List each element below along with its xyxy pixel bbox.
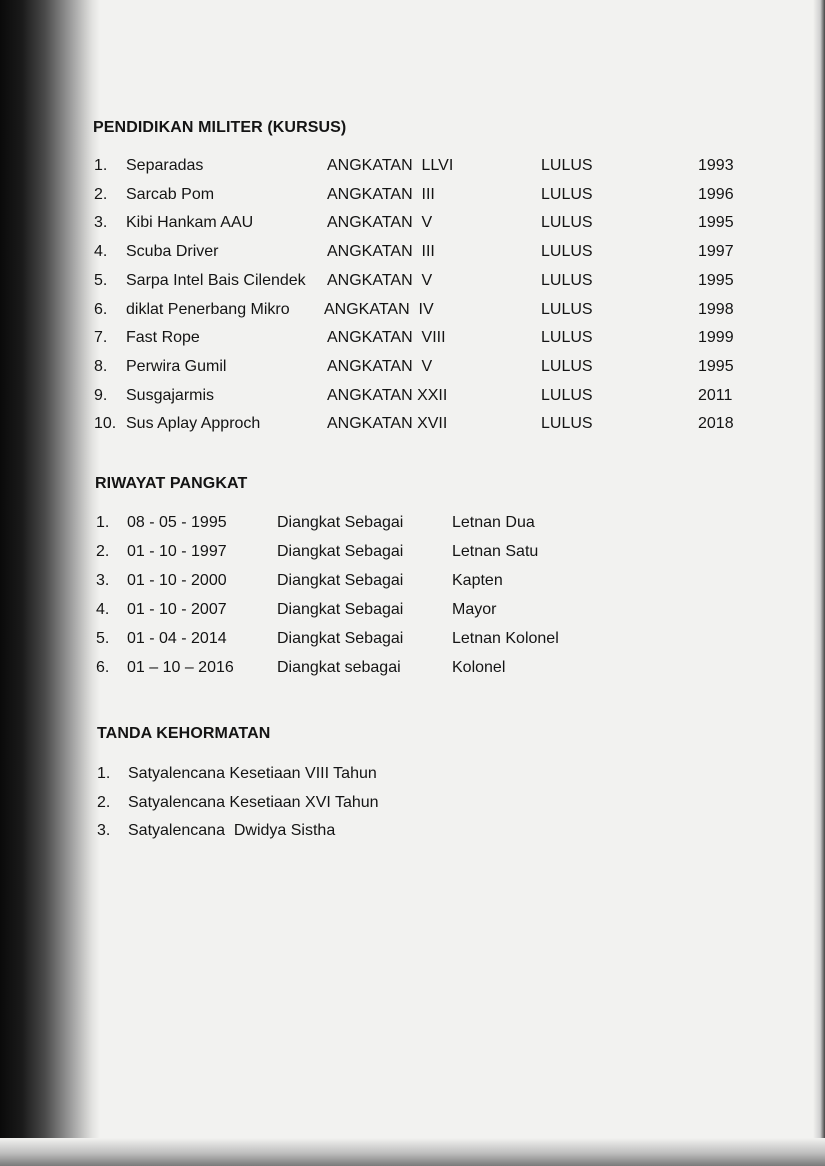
kehormatan-number: 1. bbox=[97, 765, 111, 782]
kehormatan-name: Satyalencana Kesetiaan XVI Tahun bbox=[128, 793, 379, 811]
kursus-angkatan: ANGKATAN IV bbox=[324, 300, 434, 318]
kursus-number: 2. bbox=[94, 185, 108, 203]
kursus-year: 2018 bbox=[698, 415, 734, 433]
kursus-name: Kibi Hankam AAU bbox=[126, 214, 254, 232]
binding-shadow bbox=[0, 0, 100, 1166]
kursus-status: LULUS bbox=[541, 329, 593, 347]
pangkat-description: Diangkat Sebagai bbox=[277, 630, 404, 647]
kursus-number: 8. bbox=[94, 357, 108, 375]
kursus-name: Susgajarmis bbox=[126, 386, 215, 404]
kursus-year: 2011 bbox=[698, 386, 733, 404]
kursus-year: 1993 bbox=[698, 157, 734, 174]
pangkat-number: 2. bbox=[96, 543, 110, 560]
kursus-name: Perwira Gumil bbox=[126, 357, 227, 375]
kursus-status: LULUS bbox=[541, 357, 593, 375]
kursus-number: 4. bbox=[94, 243, 108, 261]
pangkat-section-title: RIWAYAT PANGKAT bbox=[95, 475, 248, 492]
pangkat-date: 01 - 10 - 2000 bbox=[127, 572, 227, 589]
kursus-angkatan: ANGKATAN III bbox=[327, 243, 435, 261]
pangkat-description: Diangkat Sebagai bbox=[277, 543, 404, 560]
pangkat-date: 01 - 04 - 2014 bbox=[127, 630, 227, 647]
kehormatan-number: 3. bbox=[97, 822, 111, 839]
kursus-status: LULUS bbox=[541, 300, 593, 318]
pangkat-description: Diangkat Sebagai bbox=[277, 514, 404, 531]
kehormatan-section-title: TANDA KEHORMATAN bbox=[97, 725, 271, 742]
kursus-status: LULUS bbox=[541, 243, 593, 261]
kursus-status: LULUS bbox=[541, 271, 593, 289]
pangkat-rank: Mayor bbox=[452, 601, 497, 618]
kursus-number: 9. bbox=[94, 386, 108, 404]
pangkat-rank: Kolonel bbox=[452, 659, 506, 676]
pangkat-rank: Letnan Satu bbox=[452, 543, 539, 560]
pangkat-rank: Letnan Dua bbox=[452, 514, 535, 531]
kursus-angkatan: ANGKATAN V bbox=[327, 271, 433, 289]
kursus-name: Sarcab Pom bbox=[126, 185, 215, 203]
kursus-angkatan: ANGKATAN V bbox=[327, 357, 433, 375]
pangkat-number: 4. bbox=[96, 601, 110, 618]
pangkat-number: 5. bbox=[96, 630, 110, 647]
kursus-number: 3. bbox=[94, 214, 108, 232]
kursus-number: 6. bbox=[94, 300, 108, 318]
kursus-section-title: PENDIDIKAN MILITER (KURSUS) bbox=[93, 119, 347, 136]
kursus-status: LULUS bbox=[541, 415, 593, 433]
kursus-status: LULUS bbox=[541, 157, 593, 174]
kursus-year: 1998 bbox=[698, 300, 734, 318]
kursus-name: Fast Rope bbox=[126, 329, 200, 347]
pangkat-date: 01 - 10 - 1997 bbox=[127, 543, 227, 560]
kursus-status: LULUS bbox=[541, 386, 593, 404]
pangkat-date: 01 – 10 – 2016 bbox=[127, 659, 234, 676]
kehormatan-name: Satyalencana Dwidya Sistha bbox=[128, 822, 336, 839]
kursus-name: Sarpa Intel Bais Cilendek bbox=[126, 271, 306, 289]
kursus-year: 1999 bbox=[698, 329, 734, 347]
kursus-number: 1. bbox=[94, 157, 108, 174]
kursus-number: 5. bbox=[94, 271, 108, 289]
kursus-angkatan: ANGKATAN XXII bbox=[327, 386, 448, 404]
pangkat-number: 6. bbox=[96, 659, 110, 676]
kehormatan-number: 2. bbox=[97, 793, 111, 811]
kursus-status: LULUS bbox=[541, 214, 593, 232]
kursus-name: Scuba Driver bbox=[126, 243, 219, 261]
kursus-status: LULUS bbox=[541, 185, 593, 203]
kursus-year: 1995 bbox=[698, 271, 734, 289]
pangkat-rank: Kapten bbox=[452, 572, 503, 589]
kursus-name: Separadas bbox=[126, 157, 204, 174]
kursus-name: diklat Penerbang Mikro bbox=[126, 300, 290, 318]
kursus-angkatan: ANGKATAN V bbox=[327, 214, 433, 232]
kursus-year: 1995 bbox=[698, 214, 734, 232]
kursus-angkatan: ANGKATAN VIII bbox=[327, 329, 446, 347]
pangkat-date: 08 - 05 - 1995 bbox=[127, 514, 227, 531]
kursus-name: Sus Aplay Approch bbox=[126, 415, 261, 433]
pangkat-description: Diangkat sebagai bbox=[277, 659, 401, 676]
kehormatan-name: Satyalencana Kesetiaan VIII Tahun bbox=[128, 765, 377, 782]
pangkat-date: 01 - 10 - 2007 bbox=[127, 601, 227, 618]
pangkat-description: Diangkat Sebagai bbox=[277, 601, 404, 618]
page-right-edge bbox=[813, 0, 825, 1166]
pangkat-number: 3. bbox=[96, 572, 110, 589]
kursus-angkatan: ANGKATAN LLVI bbox=[327, 157, 454, 174]
kursus-number: 10. bbox=[94, 415, 117, 433]
pangkat-rank: Letnan Kolonel bbox=[452, 630, 559, 647]
kursus-angkatan: ANGKATAN III bbox=[327, 185, 435, 203]
pangkat-description: Diangkat Sebagai bbox=[277, 572, 404, 589]
kursus-year: 1995 bbox=[698, 357, 734, 375]
kursus-year: 1997 bbox=[698, 243, 734, 261]
kursus-angkatan: ANGKATAN XVII bbox=[327, 415, 448, 433]
kursus-number: 7. bbox=[94, 329, 108, 347]
pangkat-number: 1. bbox=[96, 514, 110, 531]
kursus-year: 1996 bbox=[698, 185, 734, 203]
page-bottom-edge bbox=[0, 1138, 825, 1166]
